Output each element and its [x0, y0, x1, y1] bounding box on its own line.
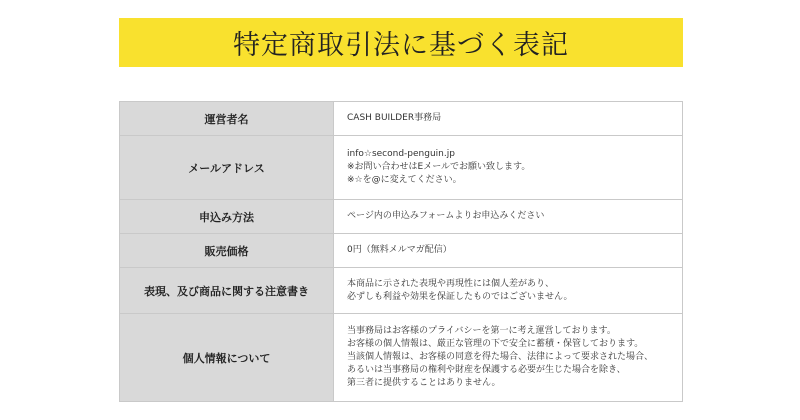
value-line: ※☆を@に変えてください。 — [347, 175, 462, 185]
value-line: 当事務局はお客様のプライバシーを第一に考え運営しております。 — [347, 326, 616, 336]
title-banner — [119, 18, 683, 67]
row-value — [334, 200, 683, 234]
row-label: 表現、及び商品に関する注意書き — [120, 268, 334, 314]
email-address: info☆second-penguin.jp — [347, 149, 455, 159]
row-label: メールアドレス — [120, 136, 334, 200]
legal-info-table — [119, 101, 683, 402]
value-line: ページ内の申込みフォームよりお申込みください — [347, 211, 545, 221]
table-row-privacy — [120, 314, 683, 402]
value-line: 本商品に示された表現や再現性には個人差があり、 — [347, 278, 555, 289]
value-line: お客様の個人情報は、厳正な管理の下で安全に蓄積・保管しております。 — [347, 339, 644, 349]
row-label: 運営者名 — [120, 102, 334, 136]
table-row-email — [120, 136, 683, 200]
table-row-disclaimer — [120, 268, 683, 314]
page-title: 特定商取引法に基づく表記 — [233, 30, 569, 61]
row-value — [334, 102, 683, 136]
row-label: 個人情報について — [120, 314, 334, 402]
value-line: 第三者に提供することはありません。 — [347, 378, 501, 388]
row-value — [334, 268, 683, 314]
value-line: あるいは当事務局の権利や財産を保護する必要が生じた場合を除き、 — [347, 365, 626, 375]
table-row-operator — [120, 102, 683, 136]
table-row-application — [120, 200, 683, 234]
row-label: 販売価格 — [120, 234, 334, 268]
row-value — [334, 314, 683, 402]
value-line: ※お問い合わせはEメールでお願い致します。 — [347, 162, 531, 172]
value-line: CASH BUILDER事務局 — [347, 113, 442, 123]
value-line: 0円（無料メルマガ配信） — [347, 245, 452, 255]
row-label: 申込み方法 — [120, 200, 334, 234]
value-line: 必ずしも利益や効果を保証したものではございません。 — [347, 291, 573, 302]
table-row-price — [120, 234, 683, 268]
row-value — [334, 234, 683, 268]
value-line: 当該個人情報は、お客様の同意を得た場合、法律によって要求された場合、 — [347, 352, 654, 362]
row-value — [334, 136, 683, 200]
